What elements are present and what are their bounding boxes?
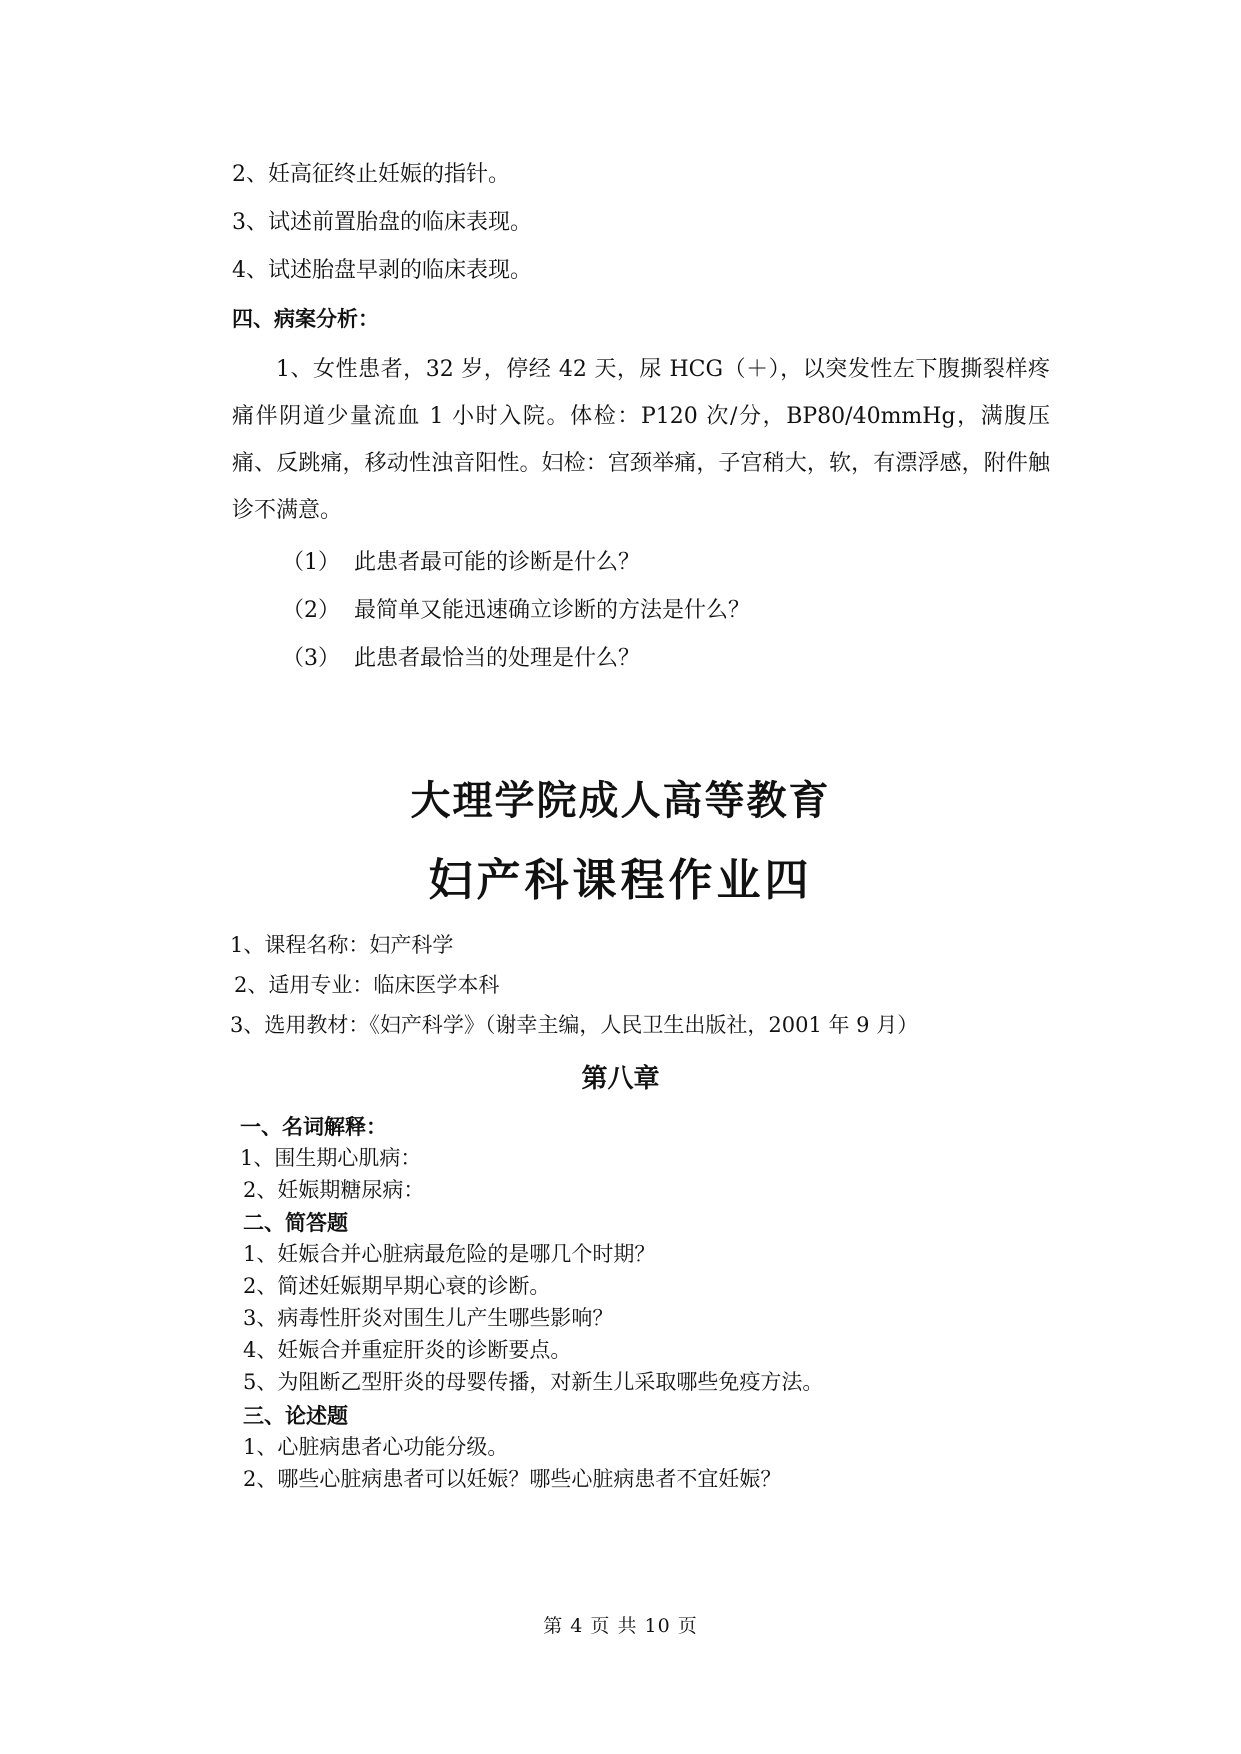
list-item: 3、试述前置胎盘的临床表现。: [232, 210, 532, 235]
list-item: 1、心脏病患者心功能分级。: [243, 1435, 509, 1459]
chapter-heading: 第八章: [581, 1064, 660, 1094]
section-heading: 四、病案分析：: [232, 307, 379, 331]
list-item: 2、简述妊娠期早期心衰的诊断。: [243, 1274, 551, 1298]
question-number: （1）: [282, 550, 340, 575]
list-item: 3、病毒性肝炎对围生儿产生哪些影响？: [243, 1306, 614, 1330]
case-paragraph: 1、女性患者，32 岁，停经 42 天，尿 HCG（＋），以突发性左下腹撕裂样疼痛伴阴道少量流血 1 小时入院。体检：P120 次/分，BP80/40mmHg，满腹压痛、反跳痛，移动性浊音阳性。妇检：宫颈举痛，子宫稍大，软，有漂浮感，附件触诊不满意。: [232, 357, 1050, 523]
page-footer: 第 4 页 共 10 页: [543, 1615, 698, 1637]
section-heading: 三、论述题: [243, 1404, 348, 1428]
course-textbook: 3、选用教材：《妇产科学》（谢幸主编，人民卫生出版社，2001 年 9 月）: [230, 1013, 919, 1037]
course-major: 2、适用专业：临床医学本科: [234, 973, 500, 997]
list-item: 5、为阻断乙型肝炎的母婴传播，对新生儿采取哪些免疫方法。: [243, 1370, 824, 1394]
list-item: 2、妊娠期糖尿病：: [243, 1178, 425, 1202]
page-subtitle: 妇产科课程作业四: [428, 855, 813, 906]
list-item: 1、围生期心肌病：: [240, 1146, 422, 1170]
section-heading: 二、简答题: [243, 1211, 348, 1235]
list-item: 2、妊高征终止妊娠的指针。: [232, 162, 510, 187]
question-number: （3）: [282, 646, 340, 671]
question-text: 此患者最可能的诊断是什么？: [354, 550, 641, 575]
list-item: 4、妊娠合并重症肝炎的诊断要点。: [243, 1338, 572, 1362]
course-name: 1、课程名称：妇产科学: [230, 933, 454, 957]
question-text: 此患者最恰当的处理是什么？: [354, 646, 641, 671]
question-number: （2）: [282, 598, 340, 623]
list-item: 2、哪些心脏病患者可以妊娠？哪些心脏病患者不宜妊娠？: [243, 1467, 782, 1491]
page-title: 大理学院成人高等教育: [410, 778, 831, 824]
list-item: 1、妊娠合并心脏病最危险的是哪几个时期？: [243, 1242, 656, 1266]
section-heading: 一、名词解释：: [240, 1115, 387, 1139]
list-item: 4、试述胎盘早剥的临床表现。: [232, 258, 532, 283]
question-text: 最简单又能迅速确立诊断的方法是什么？: [354, 598, 751, 623]
